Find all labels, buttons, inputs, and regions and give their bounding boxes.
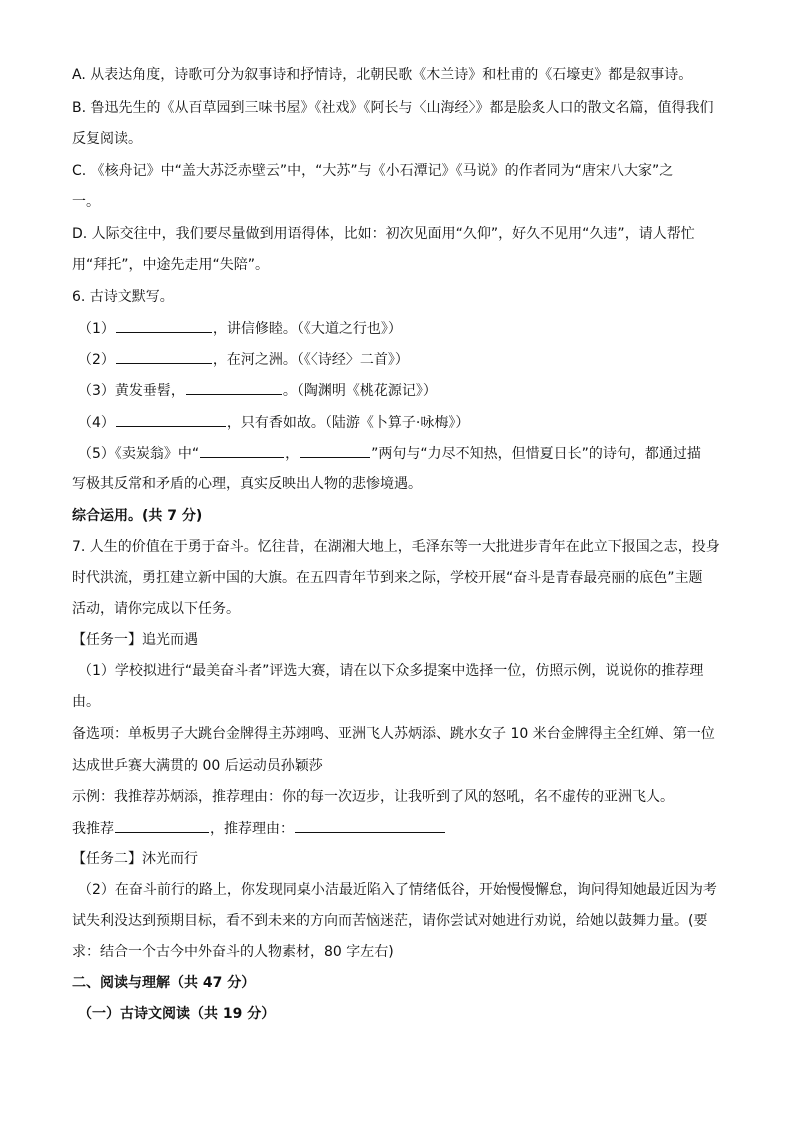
option-b-line1: B. 鲁迅先生的《从百草园到三味书屋》《社戏》《阿长与〈山海经〉》都是脍炙人口的散文名篇，值得我们 bbox=[72, 100, 714, 116]
option-d-line1: D. 人际交往中，我们要尽量做到用语得体，比如：初次见面用“久仰”，好久不见用“久违”，请人帮忙 bbox=[72, 226, 695, 242]
item-text: ，只有香如故。（陆游《卜算子·咏梅》） bbox=[226, 415, 470, 431]
reason-blank[interactable] bbox=[295, 818, 445, 833]
task-1-prompt-line2: 由。 bbox=[72, 694, 100, 710]
item-text: ，在河之洲。（《〈诗经〉二首》） bbox=[212, 352, 409, 368]
dictation-item-5-line2: 写极其反常和矛盾的心理，真实反映出人物的悲惨境遇。 bbox=[72, 476, 422, 492]
option-b-line2: 反复阅读。 bbox=[72, 131, 142, 147]
item-text: ，讲信修睦。（《大道之行也》） bbox=[212, 321, 402, 337]
answer-blank[interactable] bbox=[116, 412, 226, 427]
task-1-prompt-line1: （1）学校拟进行“最美奋斗者”评选大赛，请在以下众多提案中选择一位，仿照示例，说说你的推荐理 bbox=[78, 663, 704, 679]
item-number: （1） bbox=[78, 321, 115, 337]
item-prefix: （5）《卖炭翁》中“ bbox=[78, 446, 200, 462]
question-7-line1: 7. 人生的价值在于勇于奋斗。忆往昔，在湖湘大地上，毛泽东等一大批进步青年在此立下报国之志，投身 bbox=[72, 539, 720, 555]
item-text: 。（陶渊明《桃花源记》） bbox=[282, 383, 437, 399]
options-line1: 备选项：单板男子大跳台金牌得主苏翊鸣、亚洲飞人苏炳添、跳水女子 10 米台金牌得主全红婵、第一位 bbox=[72, 726, 715, 742]
reason-label: ，推荐理由： bbox=[210, 821, 294, 837]
section-2-1-heading: （一）古诗文阅读（共 19 分） bbox=[78, 1006, 276, 1022]
answer-blank[interactable] bbox=[300, 443, 370, 458]
task-2-heading: 【任务二】沐光而行 bbox=[72, 851, 198, 867]
dictation-item-5 bbox=[78, 443, 738, 464]
recommend-line bbox=[72, 818, 732, 839]
answer-blank[interactable] bbox=[116, 318, 212, 333]
question-7-line3: 活动，请你完成以下任务。 bbox=[72, 601, 240, 617]
dictation-item-3 bbox=[78, 380, 738, 401]
item-number: （4） bbox=[78, 415, 115, 431]
dictation-item-2 bbox=[78, 349, 738, 370]
recommend-blank[interactable] bbox=[115, 818, 209, 833]
dictation-item-4 bbox=[78, 412, 738, 433]
item-prefix: （3）黄发垂髫， bbox=[78, 383, 185, 399]
section-heading-integrated: 综合运用。(共 7 分) bbox=[72, 508, 203, 524]
task-2-prompt-line3: 求：结合一个古今中外奋斗的人物素材，80 字左右) bbox=[72, 944, 394, 960]
option-c-line2: 一。 bbox=[72, 194, 100, 210]
option-a: A. 从表达角度，诗歌可分为叙事诗和抒情诗，北朝民歌《木兰诗》和杜甫的《石壕吏》都是叙事诗。 bbox=[72, 67, 693, 83]
options-line2: 达成世乒赛大满贯的 00 后运动员孙颖莎 bbox=[72, 758, 323, 774]
answer-blank[interactable] bbox=[116, 349, 212, 364]
task-2-prompt-line2: 试失利没达到预期目标，看不到未来的方向而苦恼迷茫，请你尝试对她进行劝说，给她以鼓舞力量。(要 bbox=[72, 913, 708, 929]
answer-blank[interactable] bbox=[200, 443, 284, 458]
task-2-prompt-line1: （2）在奋斗前行的路上，你发现同桌小洁最近陷入了情绪低谷，开始慢慢懈怠，询问得知她最近因为考 bbox=[78, 882, 717, 898]
recommend-label: 我推荐 bbox=[72, 821, 114, 837]
section-2-heading: 二、阅读与理解（共 47 分） bbox=[72, 975, 256, 991]
option-c-line1: C. 《核舟记》中“盖大苏泛赤壁云”中，“大苏”与《小石潭记》《马说》的作者同为“唐宋八大家”之 bbox=[72, 163, 674, 179]
item-text: ”两句与“力尽不知热，但惜夏日长”的诗句，都通过描 bbox=[371, 446, 701, 462]
answer-blank[interactable] bbox=[186, 380, 282, 395]
option-d-line2: 用“拜托”，中途先走用“失陪”。 bbox=[72, 257, 270, 273]
example-line: 示例：我推荐苏炳添，推荐理由：你的每一次迈步，让我听到了风的怒吼，名不虚传的亚洲飞人。 bbox=[72, 789, 674, 805]
question-6-title: 6. 古诗文默写。 bbox=[72, 289, 174, 305]
task-1-heading: 【任务一】追光而遇 bbox=[72, 632, 198, 648]
question-7-line2: 时代洪流，勇扛建立新中国的大旗。在五四青年节到来之际，学校开展“奋斗是青春最亮丽的底色”主题 bbox=[72, 570, 703, 586]
item-separator: ， bbox=[285, 446, 300, 462]
item-number: （2） bbox=[78, 352, 115, 368]
dictation-item-1 bbox=[78, 318, 738, 339]
